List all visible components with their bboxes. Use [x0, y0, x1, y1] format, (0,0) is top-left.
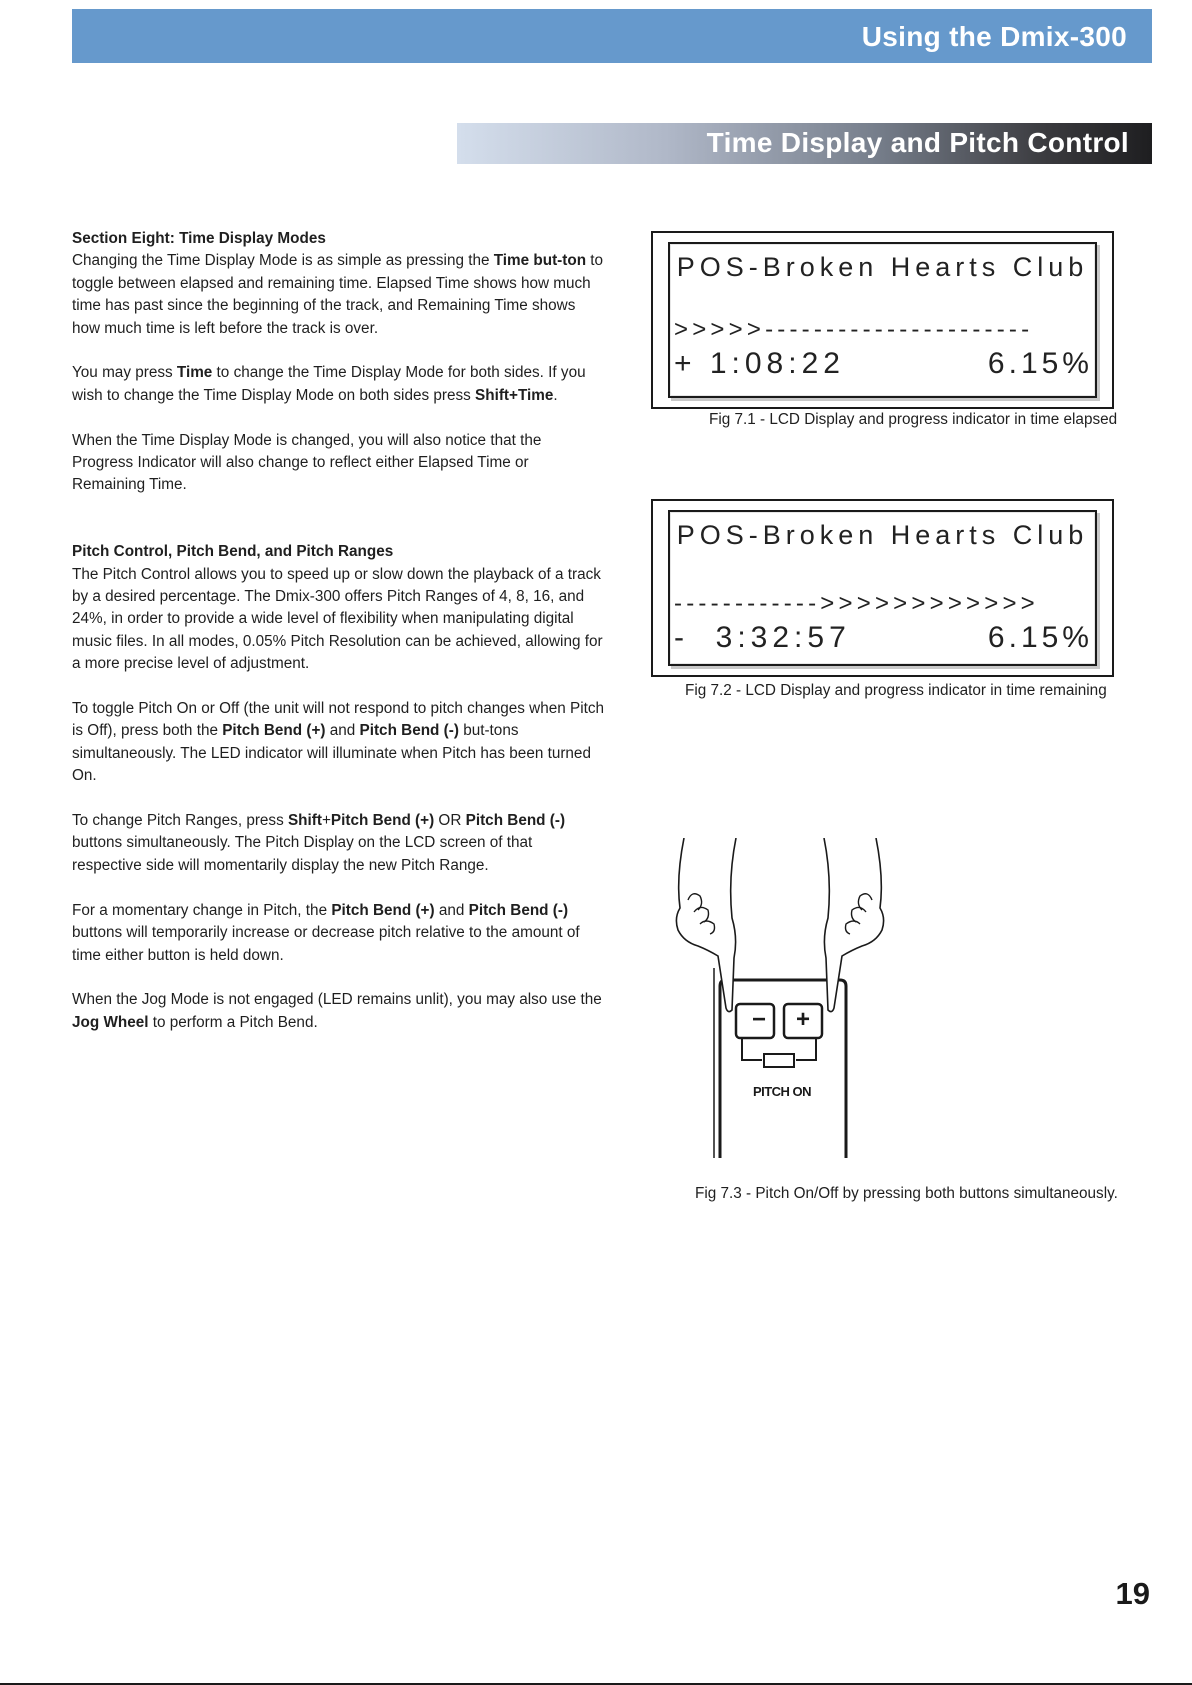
bold-text: Pitch Bend (-): [468, 901, 569, 919]
text: You may press: [72, 364, 177, 382]
text: and: [434, 901, 469, 919]
lcd-song-title: POS-Broken Hearts Club: [676, 252, 1089, 282]
body-text: [72, 228, 604, 1057]
paragraph-jog-wheel: [72, 989, 604, 1034]
lcd-screen: [668, 242, 1097, 398]
text: buttons will temporarily increase or decrease pitch relative to the amount of time either button is held down.: [72, 924, 580, 964]
heading-time-display-modes: Section Eight: Time Display Modes: [72, 230, 326, 247]
figure-caption: Fig 7.2 - LCD Display and progress indicator in time remaining: [685, 682, 1107, 699]
lcd-screen: [668, 510, 1097, 666]
pitch-buttons-illustration: [670, 838, 900, 1158]
lcd-pitch-readout: 6.15%: [987, 621, 1093, 654]
heading-pitch-control: Pitch Control, Pitch Bend, and Pitch Ranges: [72, 543, 394, 561]
text: To toggle Pitch On or Off (the unit will not respond to pitch changes when Pitch is Off), press both the: [72, 700, 605, 740]
minus-button-label: −: [751, 1006, 766, 1033]
bold-text: Shift+Time: [475, 386, 554, 404]
lcd-time-readout: + 1:08:22: [674, 347, 845, 380]
header-title: Using the Dmix-300: [861, 21, 1127, 52]
lcd-display-remaining: [651, 499, 1114, 677]
lcd-progress-indicator: >>>>>----------------------: [674, 316, 1034, 343]
text: .: [553, 386, 558, 404]
text: and: [325, 722, 360, 740]
plus-button-label: +: [795, 1006, 810, 1033]
hands-pressing-buttons-icon: [670, 838, 900, 1158]
text: The Pitch Control allows you to speed up or slow down the playback of a track by a desired percentage. The Dmix-300 offers Pitch Ranges of 4, 8, 16, and 24%, in order to provide a wide level of flexibility when manipulating digital music files. In all modes, 0.05% Pitch Resolution can be achieved, allowing for a more precise level of adjustment.: [72, 565, 603, 673]
figure-caption: Fig 7.1 - LCD Display and progress indicator in time elapsed: [709, 411, 1118, 428]
bold-text: Pitch Bend (+): [331, 901, 435, 919]
lcd-pitch-readout: 6.15%: [987, 347, 1093, 380]
bold-text: Pitch Bend (-): [465, 812, 566, 830]
paragraph-time-button: [72, 362, 604, 407]
page-number: 19: [1115, 1576, 1150, 1611]
lcd-song-title: POS-Broken Hearts Club: [676, 520, 1089, 550]
text: When the Jog Mode is not engaged (LED remains unlit), you may also use the: [72, 991, 602, 1009]
paragraph-pitch-ranges: [72, 810, 604, 877]
bold-text: Jog Wheel: [72, 1013, 149, 1031]
bold-text: Time: [176, 364, 213, 382]
lcd-display-elapsed: [651, 231, 1114, 409]
paragraph-progress-indicator: [72, 430, 604, 497]
text: For a momentary change in Pitch, the: [72, 901, 332, 919]
paragraph-pitch-toggle: [72, 698, 604, 788]
text: OR: [434, 812, 466, 830]
bold-text: Time but-ton: [493, 252, 587, 270]
paragraph-time-modes: [72, 228, 604, 340]
paragraph-momentary-pitch: [72, 900, 604, 967]
figure-caption: Fig 7.3 - Pitch On/Off by pressing both buttons simultaneously.: [695, 1185, 1118, 1202]
bold-text: Pitch Bend (-): [359, 722, 459, 740]
text: buttons simultaneously. The Pitch Display on the LCD screen of that respective side will momentarily display the new Pitch Range.: [72, 834, 533, 874]
text: to toggle between elapsed and remaining time. Elapsed Time shows how much time has past since the beginning of the track, and Remaining Time shows how much time is left before the track is over.: [72, 252, 604, 337]
text: Changing the Time Display Mode is as simple as pressing the: [72, 252, 494, 270]
section-title: Time Display and Pitch Control: [706, 127, 1129, 158]
lcd-progress-indicator: ------------>>>>>>>>>>>>: [674, 590, 1039, 617]
lcd-time-readout: - 3:32:57: [674, 621, 851, 654]
text: to perform a Pitch Bend.: [148, 1013, 318, 1031]
text: When the Time Display Mode is changed, you will also notice that the Progress Indicator will also change to reflect either Elapsed Time or Remaining Time.: [72, 431, 542, 494]
bold-text: Pitch Bend (+): [222, 722, 326, 740]
text: To change Pitch Ranges, press: [72, 812, 288, 830]
bold-text: Shift: [287, 812, 322, 830]
paragraph-pitch-control: [72, 541, 604, 675]
text: +: [321, 812, 331, 830]
text: to change the Time Display Mode for both sides. If you wish to change the Time Display Mode on both sides press: [72, 364, 586, 404]
bold-text: Pitch Bend (+): [330, 812, 435, 830]
pitch-on-label: PITCH ON: [752, 1084, 812, 1099]
header-banner: [72, 9, 1152, 63]
section-banner: [457, 123, 1152, 164]
text: but-tons simultaneously. The LED indicator will illuminate when Pitch has been turned On.: [72, 722, 591, 785]
